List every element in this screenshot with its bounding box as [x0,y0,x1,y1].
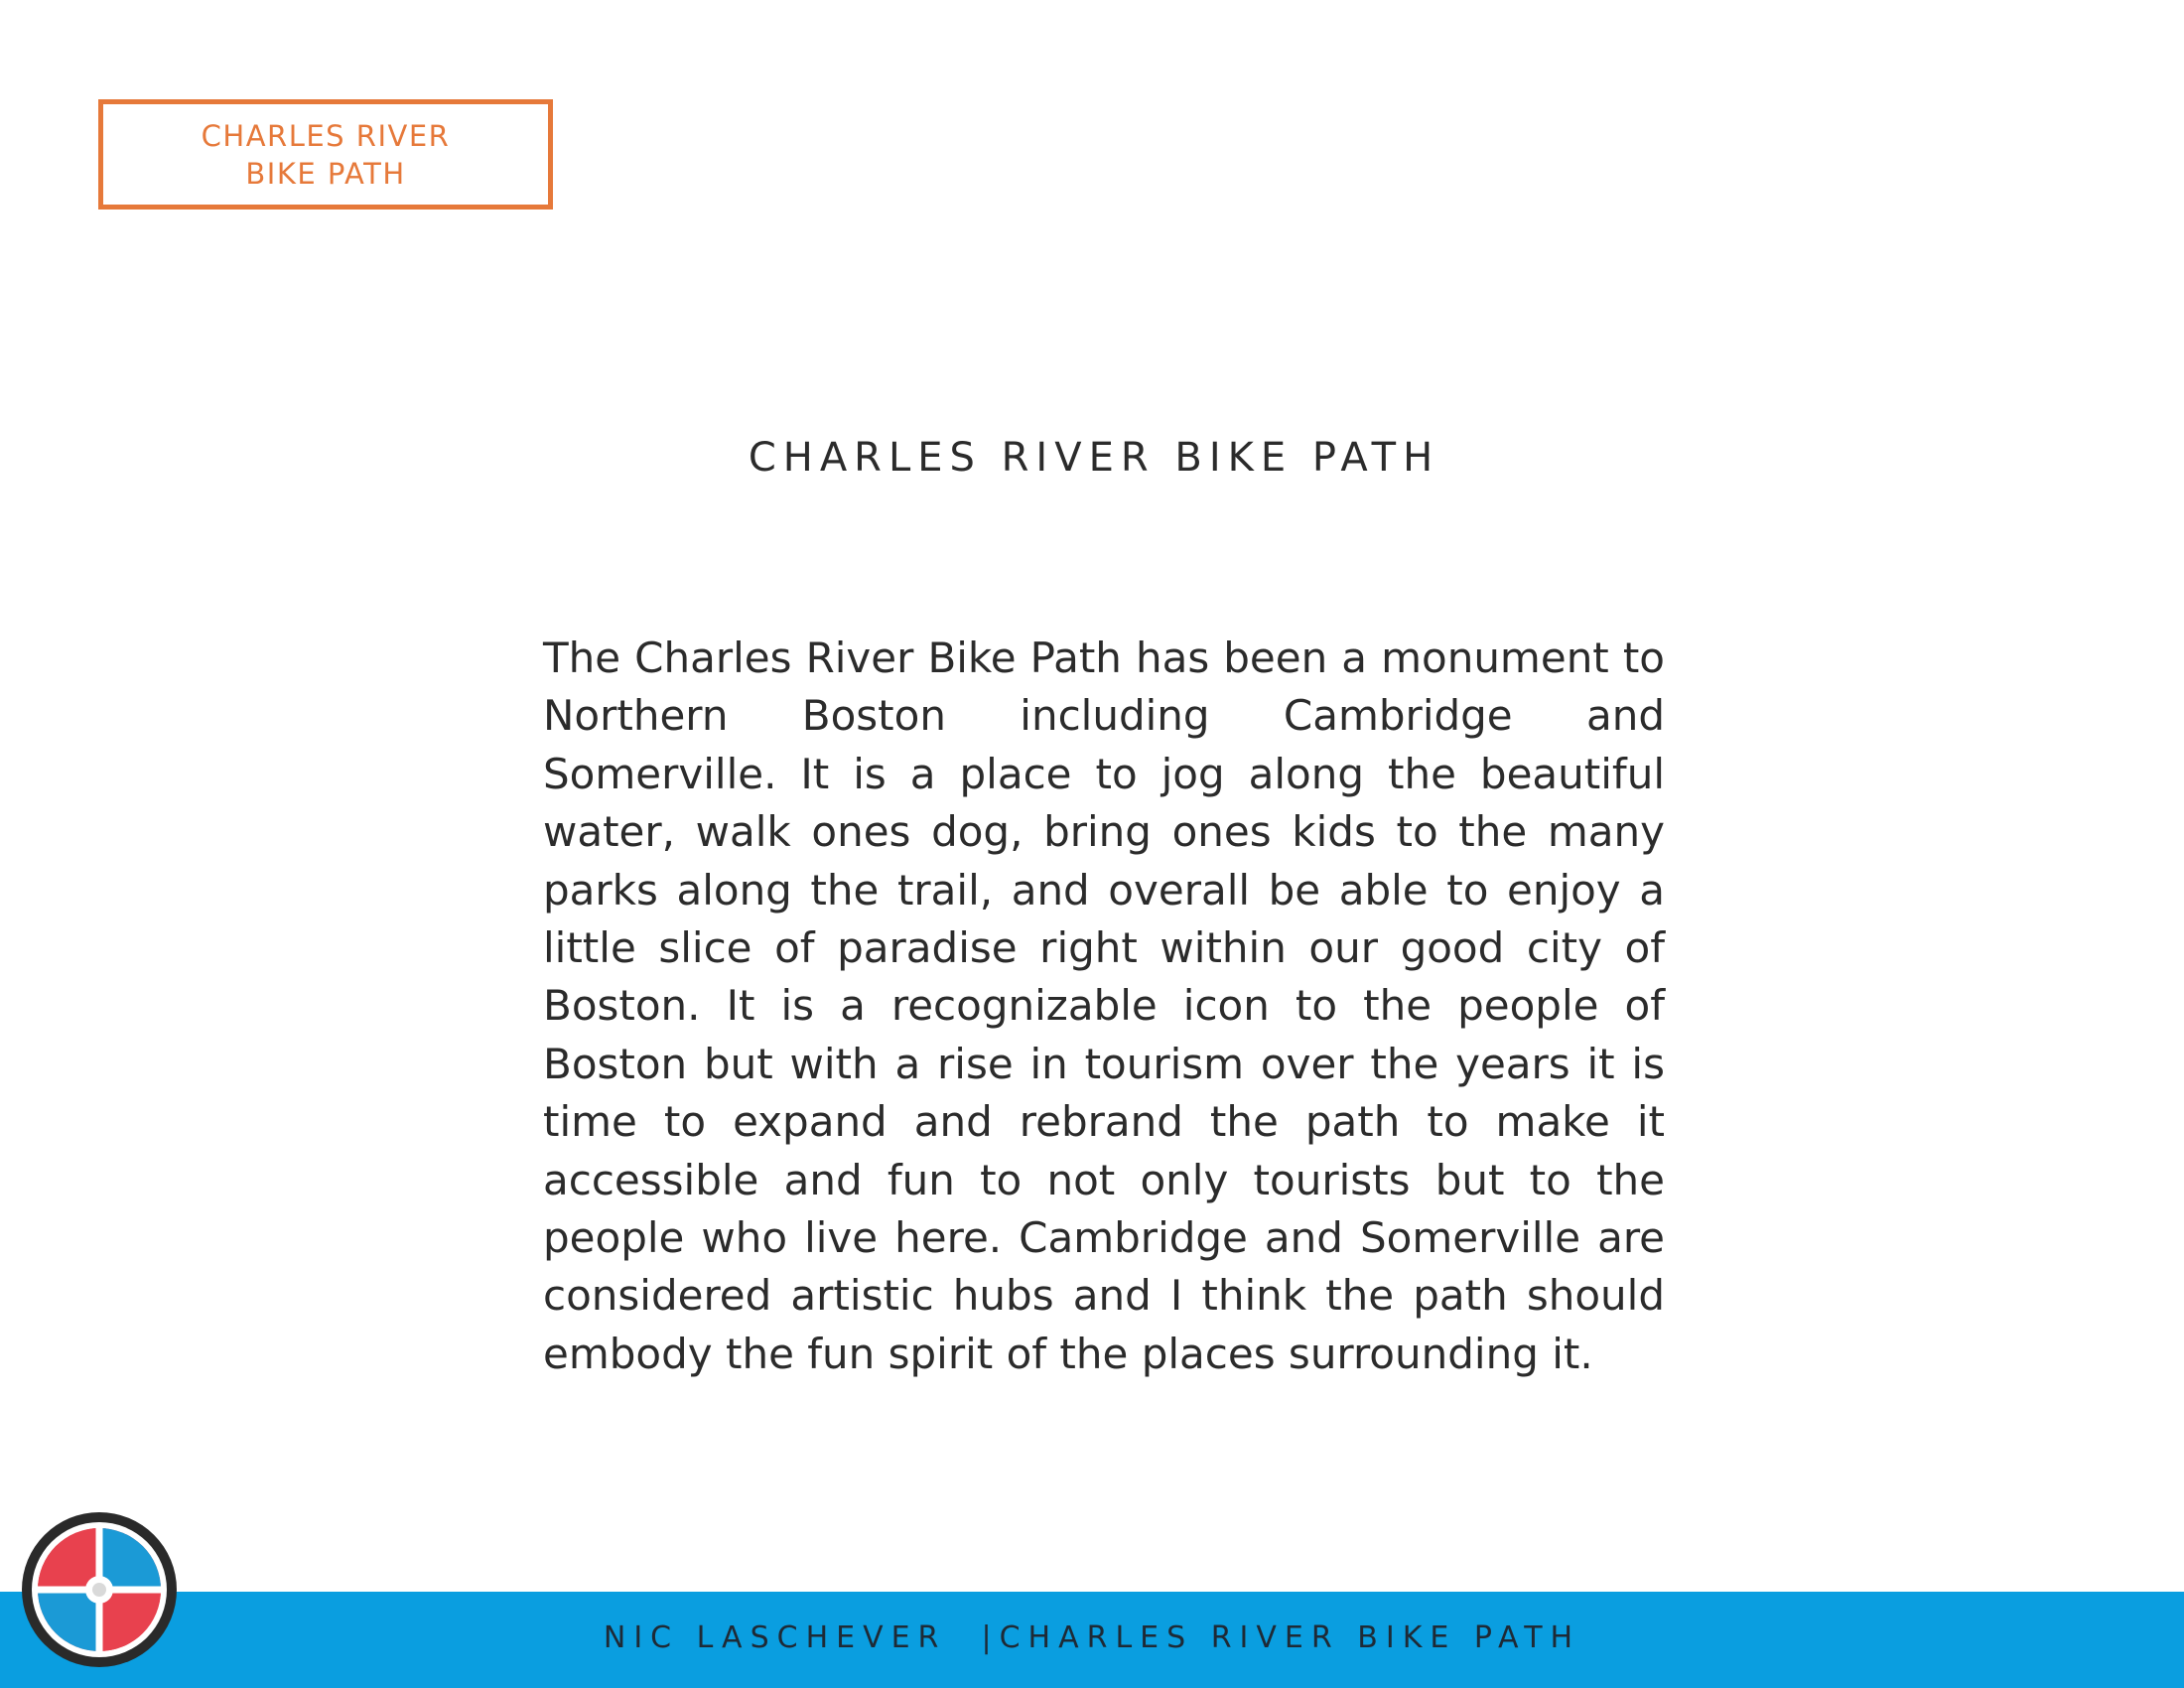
footer-separator: | [981,1620,1000,1655]
footer-project: CHARLES RIVER BIKE PATH [999,1620,1581,1655]
bike-wheel-logo-icon [17,1507,182,1672]
header-badge [98,99,553,210]
badge-line-2: BIKE PATH [245,156,406,191]
body-paragraph: The Charles River Bike Path has been a monument to Northern Boston including Cambridge and Somerville. It is a place to jog along the beautiful water, walk ones dog, bring ones kids to the many parks along the trail, and overall be able to enjoy a little slice of paradise right within our good city of Boston. It is a recognizable icon to the people of Boston but with a rise in tourism over the years it is time to expand and rebrand the path to make it accessible and fun to not only tourists but to the people who live here. Cambridge and Somerville are considered artistic hubs and I think the path should embody the fun spirit of the places surrounding it. [543,633,1665,1378]
footer-author: NIC LASCHEVER [603,1620,947,1655]
footer-caption [0,1620,2184,1655]
badge-line-1: CHARLES RIVER [201,118,451,153]
page-title: CHARLES RIVER BIKE PATH [748,435,1440,481]
